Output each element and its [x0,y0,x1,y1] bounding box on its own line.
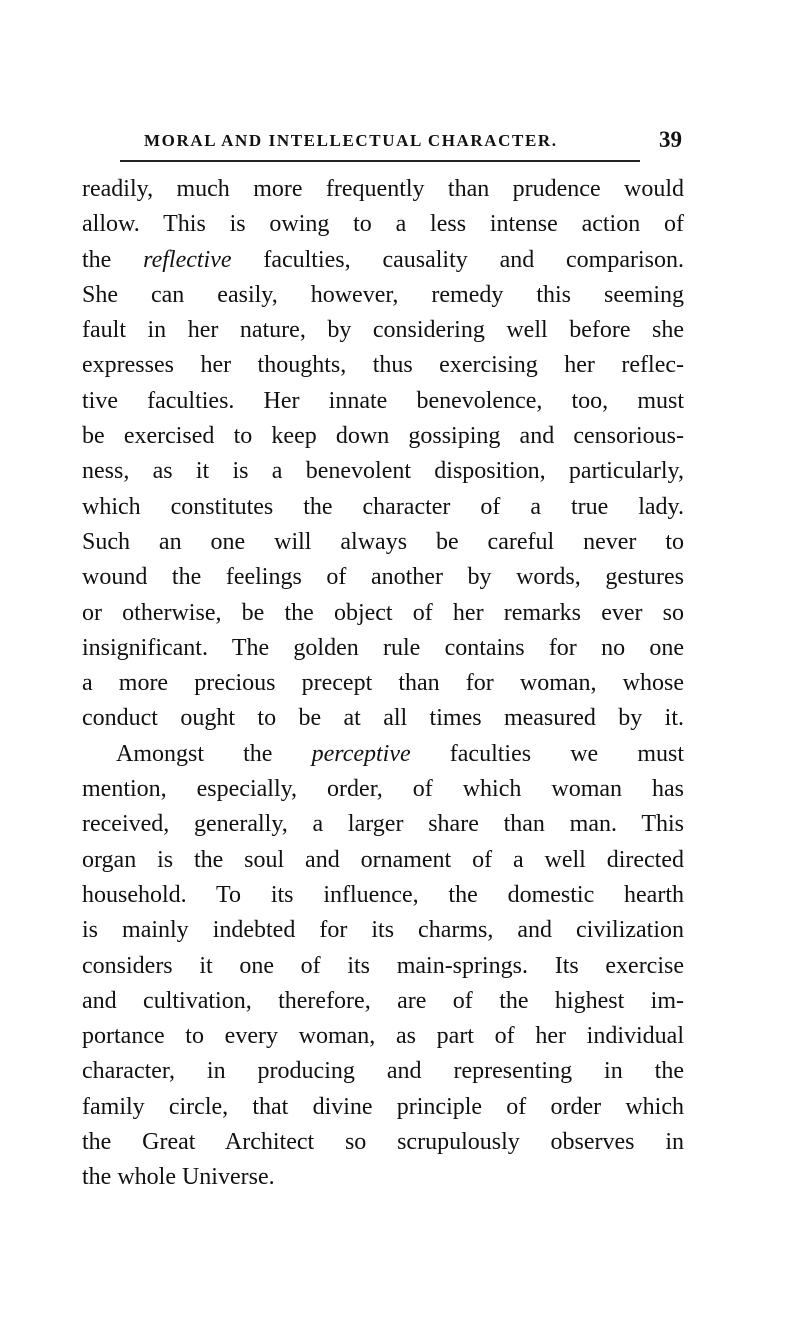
text-line: portance to every woman, as part of her individual [82,1023,684,1050]
text-line: allow. This is owing to a less intense action of [82,211,684,238]
text-line: the whole Universe. [82,1164,275,1191]
running-header [82,127,682,159]
text-line: considers it one of its main-springs. Its exercise [82,952,684,979]
paragraph-start-line: Amongst the perceptive faculties we must [116,740,685,767]
text-line: organ is the soul and ornament of a well directed [82,846,684,873]
italic-term: perceptive [311,740,411,767]
text-line: insignificant. The golden rule contains for no one [82,634,684,661]
text-line: wound the feelings of another by words, gestures [82,564,684,591]
running-title: MORAL AND INTELLECTUAL CHARACTER. [144,131,558,150]
text-line: fault in her nature, by considering well before she [82,317,684,344]
text-line: expresses her thoughts, thus exercising her reflec- [82,352,684,379]
text-line: the reflective faculties, causality and comparison. [82,246,684,273]
text-line: readily, much more frequently than prudence would [82,176,684,202]
text-line: be exercised to keep down gossiping and censorious- [82,423,684,450]
text-line: ness, as it is a benevolent disposition, particularly, [82,458,684,485]
text-line: received, generally, a larger share than man. This [82,811,684,838]
text-line: and cultivation, therefore, are of the highest im- [82,987,684,1014]
text-line: household. To its influence, the domestic hearth [82,881,684,908]
text-line: tive faculties. Her innate benevolence, too, must [82,387,684,414]
page-number: 39 [659,127,682,152]
text-line: family circle, that divine principle of order which [82,1093,684,1120]
italic-term: reflective [143,246,232,273]
header-rule [120,160,640,162]
text-line: Such an one will always be careful never to [82,528,684,555]
text-line: is mainly indebted for its charms, and civilization [82,917,684,944]
text-line: conduct ought to be at all times measured by it. [82,705,684,732]
body-text [82,172,684,1196]
text-line: which constitutes the character of a true lady. [82,493,684,520]
text-line: character, in producing and representing in the [82,1058,684,1085]
text-line: or otherwise, be the object of her remarks ever so [82,599,684,626]
text-line: a more precious precept than for woman, whose [82,670,684,697]
text-line: the Great Architect so scrupulously observes in [82,1129,684,1156]
text-line: She can easily, however, remedy this seeming [82,281,684,308]
text-line: mention, especially, order, of which woman has [82,776,684,803]
